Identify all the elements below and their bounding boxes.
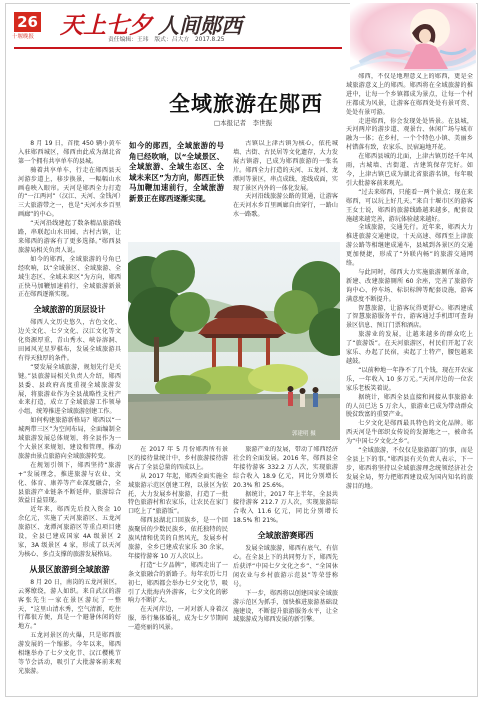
paragraph: 打造“七夕品牌”，郧西走出了一条文旅融合的新路子。每年农历七月初七，郧西都会举办七夕文化节，吸引了大批海内外游客，七夕文化的影响力不断扩大。 [128, 561, 228, 605]
paragraph: 在 2017 年 5 月份郧西所有景区的接待量统计中，乡村旅游接待游客占了全县总量的四成以上。 [128, 446, 228, 471]
paragraph: 据统计，2017 年上半年，全县共接待游客 212.7 万人次，实现旅游综合收入 11.6 亿元，同比分别增长 18.5% 和 21%。 [233, 490, 338, 525]
paragraph: “要发展全域旅游，规划先行是关键。”县旅游局相关负责人介绍，郧西县委、县政府高度重视全域旅游发展，将旅游业作为全县战略性支柱产业来打造，成立了全域旅游工作领导小组，统筹推进全域旅游创建工作。 [18, 363, 121, 416]
header-rule [14, 47, 342, 49]
edit-info: 责任编辑：王玮 版式：吕大方 2017.8.25 [108, 37, 225, 43]
paragraph: 在郧西县城的北面，上津古镇历经千年风雨，古城墙、古街道、古建筑保存完好。如今，上津古镇已成为湖北省旅游名镇，每年吸引大批游客前来观光。 [346, 153, 473, 187]
section-heading: 全域旅游赛郧西 [257, 531, 314, 541]
paragraph: “全域旅游，不仅仅是旅游部门的事，而是全县上下的事。”郧西县有关负责人表示，下一步，郧西将坚持以全域旅游理念统领经济社会发展全局，努力把郧西建设成为国内知名的旅游目的地。 [346, 447, 473, 490]
paragraph: “以前种地一年挣不了几个钱，现在开农家乐，一年收入 10 多万元。”天河岸边的一位农家乐老板笑着说。 [346, 366, 473, 392]
masthead-logo [60, 7, 242, 40]
paragraph: 骑着共享单车，行走在郧西县天河游步道上，移步换景，一幅幅山水画卷映入眼帘。天河是郧西全力打造的“一江两河”（汉江、天河、金钱河）三大旅游带之一，也是“天河水乡百里画廊”的中心。 [18, 166, 121, 219]
paragraph: 天河沿线旅游公路的贯通，让游客在天河水乡百里画廊自由穿行，一路山水一路歌。 [233, 193, 338, 219]
paragraph: 在规划引领下，郧西坚持“旅游+”发展理念，推进旅游与农业、文化、体育、康养等产业深度融合，全县旅游产业链条不断延伸，旅游综合效益日益显现。 [18, 461, 121, 505]
column-1 [18, 140, 121, 691]
article-photo [128, 242, 340, 440]
section-heading: 全域旅游的顶层设计 [33, 305, 106, 315]
byline: □本报记者 李世振 [214, 119, 273, 127]
paragraph: 近年来，郧西先后投入资金 10 余亿元，实施了天河旅游区、五龙河旅游区、龙潭河旅游区等重点项目建设，全县已建成国家 4A 级景区 2 家，3A 级景区 4 家，形成了以天河为核心、多点支撑的旅游发展格局。 [18, 506, 121, 558]
paragraph: 8 月 19 日，首批 450 辆小黄车入驻郧西城区，郧西由此成为湖北省第一个拥有共享单车的县城。 [18, 140, 121, 165]
paragraph: 与此同时，郧西大力实施旅游厕所革命，新建、改建旅游厕所 60 余座，完善了旅游咨询中心、停车场、标识标牌等配套设施，游客满意度不断提升。 [346, 268, 473, 303]
column-3-bottom [233, 446, 338, 691]
paragraph: 从 2017 年起，郧西全面实施全域旅游示范区创建工程，以景区为依托，大力发展乡村旅游，打造了一批特色旅游村和农家乐，让农民在家门口吃上了“旅游饭”。 [128, 472, 228, 516]
paragraph: 旅游业的发展，让越来越多的群众吃上了“旅游饭”。在天河旅游区，村民们开起了农家乐、办起了民宿，卖起了土特产，腰包越来越鼓。 [346, 331, 473, 365]
paragraph: 如今的郧西，全域旅游的号角已经吹响，以“全域景区、全域旅游、全域生态区、全域未来区”为方向，郧西正快马加鞭加速前行，全域旅游新景正在郧西逐渐实现。 [18, 255, 121, 299]
article-title: 全域旅游在郧西 [169, 91, 323, 116]
paragraph: 走进郧西，你会发现处处皆景。在县城，天河两岸的游步道、观景台、休闲广场与城市融为一体；在乡村，一个个特色小镇、美丽乡村错落有致，农家乐、民宿遍地开花。 [346, 117, 473, 152]
header-illustration [350, 3, 476, 71]
paragraph: 七夕文化是郧西最具特色的文化品牌。郧西天河是牛郎织女传说的发源地之一，被命名为“中国七夕文化之乡”。 [346, 420, 473, 446]
paragraph: 如何构建旅游新格局？郧西以“一城两带三区”为空间布局，全面编制全域旅游发展总体规划，将全县作为一个大景区来规划、建设和管理，推动旅游由景点旅游向全域旅游转变。 [18, 417, 121, 460]
masthead-logo-part2: 人间郧西 [158, 13, 242, 38]
photo-credit: 郭建明 摄 [292, 431, 316, 437]
column-2-bottom [128, 446, 228, 691]
paragraph: 旅游产业的发展，带动了郧西经济社会的全面发展。2016 年，郧西县全年接待游客 332.2 万人次，实现旅游综合收入 18.9 亿元，同比分别增长 20.3% 和 25.6%。 [233, 446, 338, 489]
section-heading: 从景区旅游到全域旅游 [29, 564, 110, 574]
paragraph: 古镇以上津古镇为核心，依托城墙、古街、古民居等文化遗存，大力发展古镇游，已成为郧西旅游的一张名片。郧西全力打造的天河、五龙河、龙潭河等景区，串点成线、连线成面，实现了景区内外的一体化发展。 [233, 140, 338, 192]
column-3-top [233, 140, 338, 237]
paragraph: 郧西人文历史悠久，古色文化、边关文化、七夕文化、汉江文化等文化资源厚重，青山秀水、峡谷溶洞、田园风光星罗棋布，发展全域旅游具有得天独厚的条件。 [18, 319, 121, 362]
masthead-logo-part1: 天上七夕 [60, 12, 152, 39]
paragraph: 郧西，不仅是地理意义上的郧西，更是全域旅游意义上的郧西。郧西将在全域旅游的推进中，让每一个乡镇都成为景点，让每一个村庄都成为风景，让游客在郧西处处有景可赏、处处有景可游。 [346, 73, 473, 116]
paragraph: 在天河岸边，一对对新人身着汉服，举行集体婚礼，成为七夕节期间一道亮丽的风景。 [128, 606, 228, 632]
paragraph: 据统计，郧西全县直接和间接从事旅游业的人员已达 5 万余人，旅游业已成为带动群众脱贫致富的重要产业。 [346, 393, 473, 419]
paragraph: 发展全域旅游，郧西有底气、有信心。在全县上下的共同努力下，郧西先后获评“中国七夕文化之乡”、“全国休闲农业与乡村旅游示范县”等荣誉称号。 [233, 545, 338, 588]
visitors [288, 386, 319, 407]
paragraph: “过去来郧西，只能看一两个景点；现在来郧西，可以玩上好几天。”来自十堰市区的游客王女士说，郧西的旅游线路越来越多，配套设施越来越完善，游玩体验越来越好。 [346, 188, 473, 223]
paragraph: 下一步，郧西将以创建国家全域旅游示范区为抓手，加快推进旅游基础设施建设，不断提升旅游服务水平，让全域旅游成为郧西发展的新引擎。 [233, 589, 338, 624]
paragraph: 智慧旅游，让游客玩得更舒心。郧西建成了智慧旅游服务平台，游客通过手机即可查询景区信息、预订门票和酒店。 [346, 304, 473, 330]
paragraph: 五龙河景区的火爆，只是郧西旅游发展的一个缩影。今年以来，郧西相继举办了七夕文化节、汉江樱桃节等节会活动，吸引了大批游客前来观光旅游。 [18, 632, 121, 675]
paragraph: 全域旅游，交通先行。近年来，郧西大力推进旅游交通建设，十天高速、郧西至上津旅游公路等相继建成通车，县城到各景区的交通更加便捷，形成了“外联内畅”的旅游交通网络。 [346, 224, 473, 268]
newspaper-name: 十堰晚报 [12, 34, 35, 40]
pull-quote: 如今的郧西，全域旅游的号角已经吹响，以“全域景区、全域旅游、全域生态区、全域未来区”为方向，郧西正快马加鞭加速前行，全域旅游新景正在郧西逐渐实现。 [129, 141, 224, 203]
page-number-badge: 26 [14, 12, 41, 32]
paragraph: 郧西县湖北口回族乡，是一个回族聚居的少数民族乡，依托独特的民族风情和优美的自然风光，发展乡村旅游，全乡已建成农家乐 30 余家，年接待游客 10 万人次以上。 [128, 517, 228, 560]
paragraph: 8 月 20 日，南岗的五龙河景区，云雾缭绕，游人如织。来自武汉的游客张先生一家在景区游玩了一整天，“这里山清水秀，空气清新，吃住行都很方便，真是一个避暑休闲的好地方。” [18, 578, 121, 631]
paragraph: “天河沿线建起了数条精品旅游线路，串联起山水田园、古村古镇，让来郧西的游客有了更多选择。”郧西县旅游局相关负责人说。 [18, 220, 121, 254]
column-4 [346, 73, 473, 691]
